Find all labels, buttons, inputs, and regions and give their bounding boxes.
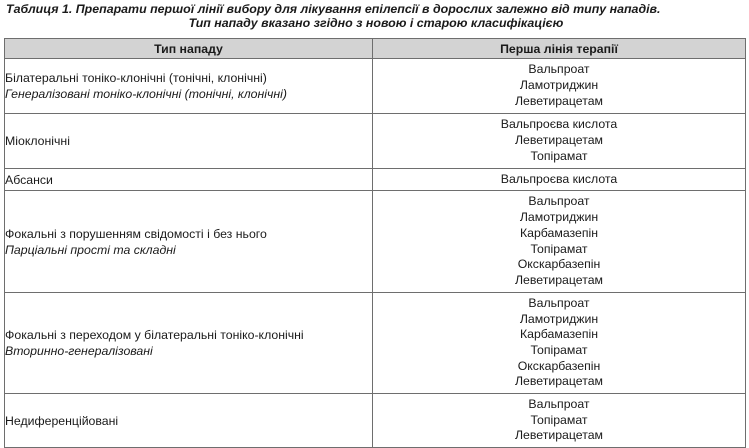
drug-name: Вальпроат [528, 62, 590, 77]
drug-name: Леветирацетам [514, 374, 604, 389]
seizure-type-old: Парціальні прості та складні [5, 242, 176, 257]
seizure-type: Фокальні з переходом у білатеральні тоніко-клонічні [5, 328, 304, 342]
drug-name: Топірамат [530, 412, 588, 427]
header-seizure-type: Тип нападу [5, 39, 373, 59]
header-first-line-therapy: Перша лінія терапії [373, 39, 746, 59]
therapy-cell [373, 114, 746, 169]
seizure-type-cell [5, 191, 373, 293]
drug-name: Ламотриджин [519, 311, 599, 326]
drug-name: Леветирацетам [514, 272, 604, 287]
drug-name: Топірамат [530, 241, 588, 256]
seizure-type-cell [5, 293, 373, 394]
table-row [5, 114, 746, 169]
seizure-type: Абсанси [5, 172, 53, 187]
table-row [5, 59, 746, 114]
drug-name: Леветирацетам [514, 93, 604, 108]
table-row [5, 394, 746, 448]
seizure-type: Білатеральні тоніко-клонічні (тонічні, клонічні) [5, 71, 267, 85]
drug-name: Карбамазепін [519, 225, 599, 240]
seizure-type-old: Вторинно-генералізовані [5, 344, 153, 358]
table-caption [6, 2, 746, 30]
caption-line-1: Таблиця 1. Препарати першої лінії вибору для лікування епілепсії в дорослих залежно від типу нападів. [6, 2, 661, 16]
therapy-cell [373, 293, 746, 394]
drug-name: Вальпроєва кислота [500, 171, 618, 186]
seizure-type-cell [5, 169, 373, 191]
therapy-table [4, 38, 746, 448]
drug-name: Вальпроат [528, 295, 590, 310]
table-row [5, 191, 746, 293]
therapy-cell [373, 169, 746, 191]
drug-name: Ламотриджин [519, 210, 599, 225]
drug-name: Вальпроат [528, 194, 590, 209]
seizure-type: Фокальні з порушенням свідомості і без нього [5, 226, 267, 241]
drug-name: Окскарбазепін [517, 358, 601, 373]
drug-name: Окскарбазепін [517, 257, 601, 272]
drug-name: Карбамазепін [519, 327, 599, 342]
drug-name: Топірамат [530, 343, 588, 357]
therapy-cell [373, 191, 746, 293]
drug-name: Ламотриджин [519, 78, 599, 93]
seizure-type-old: Генералізовані тоніко-клонічні (тонічні, клонічні) [5, 87, 287, 101]
drug-name: Леветирацетам [514, 133, 604, 148]
seizure-type-cell [5, 114, 373, 169]
table-row [5, 169, 746, 191]
drug-name: Топірамат [530, 148, 588, 163]
seizure-type-cell [5, 394, 373, 448]
seizure-type: Недиференційовані [5, 413, 119, 428]
table-row [5, 293, 746, 394]
seizure-type-cell [5, 59, 373, 114]
therapy-cell [373, 394, 746, 448]
drug-name: Вальпроат [528, 396, 590, 411]
caption-line-2: Тип нападу вказано згідно з новою і старою класифікацією [188, 16, 564, 30]
drug-name: Вальпроєва кислота [500, 117, 618, 132]
table-header-row [5, 39, 746, 59]
seizure-type: Міоклонічні [5, 134, 70, 148]
drug-name: Леветирацетам [514, 428, 604, 443]
therapy-cell [373, 59, 746, 114]
